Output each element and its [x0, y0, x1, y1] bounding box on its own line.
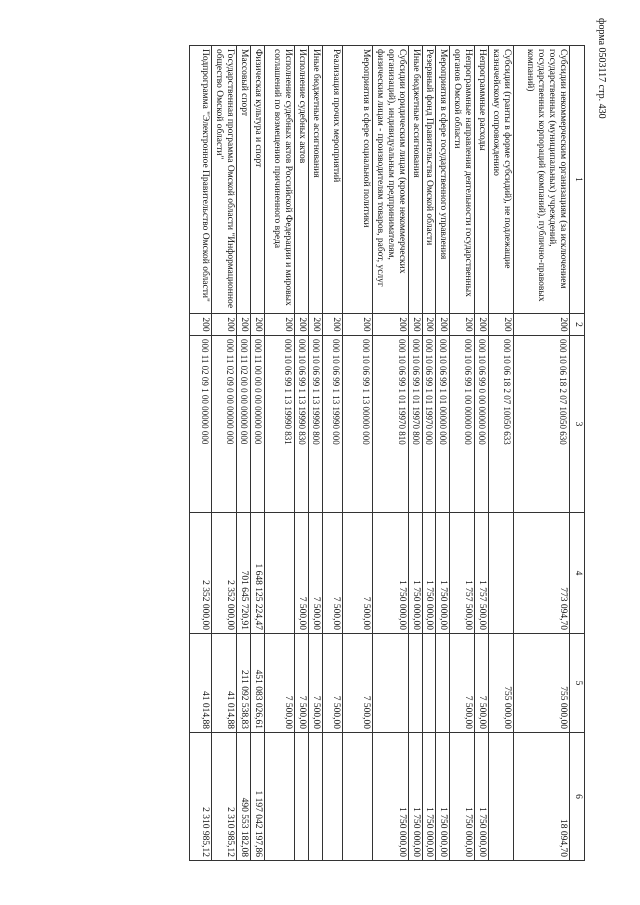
cell-executed: 7 500,00 — [322, 634, 342, 733]
cell-name: Субсидии (гранты в форме субсидий), не подлежащие казначейскому сопровождению — [489, 46, 514, 314]
form-number-label: форма 0503117 стр. 430 — [596, 18, 607, 119]
cell-name: Физическая культура и спорт — [251, 46, 265, 314]
cell-executed: 211 092 538,83 — [237, 634, 251, 733]
cell-name: Государственная программа Омской области "Информационное общество Омской области" — [212, 46, 237, 314]
cell-name: Исполнение судебных актов Российской Федерации и мировых соглашений по возмещению причиненного вреда — [265, 46, 295, 314]
table-row — [322, 46, 342, 861]
cell-approved: 773 094,70 — [514, 513, 570, 634]
cell-budget-code: 000 10 06 18 2 07 10050 630 — [514, 336, 570, 513]
table-row — [308, 46, 322, 861]
cell-line-code: 200 — [436, 314, 450, 336]
table-row — [212, 46, 237, 861]
cell-budget-code: 000 10 06 99 1 01 19970 810 — [372, 336, 408, 513]
cell-executed: 755 000,00 — [514, 634, 570, 733]
table-row — [251, 46, 265, 861]
cell-name: Иные бюджетные ассигнования — [408, 46, 422, 314]
cell-name: Массовый спорт — [237, 46, 251, 314]
header-col-6: 6 — [570, 733, 585, 861]
cell-executed: 41 014,88 — [190, 634, 212, 733]
cell-name: Иные бюджетные ассигнования — [308, 46, 322, 314]
cell-executed: 451 083 026,61 — [251, 634, 265, 733]
cell-name: Субсидии юридическим лицам (кроме некоммерческих организаций), индивидуальным предпринимателям, физическим лицам - производителям товаров, работ, услуг — [372, 46, 408, 314]
table-row — [436, 46, 450, 861]
cell-unexecuted — [308, 733, 322, 861]
table-row — [514, 46, 570, 861]
cell-executed — [422, 634, 436, 733]
cell-unexecuted: 1 750 000,00 — [436, 733, 450, 861]
cell-budget-code: 000 11 02 09 0 00 00000 000 — [212, 336, 237, 513]
table-row — [295, 46, 309, 861]
cell-executed: 755 000,00 — [489, 634, 514, 733]
cell-executed: 7 500,00 — [342, 634, 372, 733]
cell-executed: 7 500,00 — [450, 634, 475, 733]
cell-approved: 7 500,00 — [342, 513, 372, 634]
table-row — [408, 46, 422, 861]
header-col-2: 2 — [570, 314, 585, 336]
header-col-5: 5 — [570, 634, 585, 733]
cell-unexecuted: 1 750 000,00 — [475, 733, 489, 861]
cell-name: Непрограммные расходы — [475, 46, 489, 314]
cell-line-code: 200 — [450, 314, 475, 336]
table-row — [265, 46, 295, 861]
header-col-1: 1 — [570, 46, 585, 314]
cell-budget-code: 000 11 02 09 1 00 00000 000 — [190, 336, 212, 513]
cell-approved: 2 352 000,00 — [212, 513, 237, 634]
cell-budget-code: 000 10 06 99 1 01 00000 000 — [436, 336, 450, 513]
rotated-table-container — [50, 45, 585, 860]
cell-executed: 7 500,00 — [265, 634, 295, 733]
table-row — [372, 46, 408, 861]
cell-line-code: 200 — [342, 314, 372, 336]
cell-name: Мероприятия в сфере социальной политики — [342, 46, 372, 314]
cell-budget-code: 000 10 06 99 1 13 19990 000 — [322, 336, 342, 513]
cell-budget-code: 000 10 06 99 1 01 19970 800 — [408, 336, 422, 513]
cell-unexecuted — [489, 733, 514, 861]
cell-unexecuted: 18 094,70 — [514, 733, 570, 861]
cell-approved — [265, 513, 295, 634]
cell-line-code: 200 — [295, 314, 309, 336]
cell-unexecuted: 1 750 000,00 — [450, 733, 475, 861]
cell-budget-code: 000 10 06 99 1 13 19990 831 — [265, 336, 295, 513]
cell-approved: 7 500,00 — [295, 513, 309, 634]
cell-unexecuted: 1 197 042 197,86 — [251, 733, 265, 861]
table-row — [450, 46, 475, 861]
cell-budget-code: 000 10 06 99 1 13 19990 800 — [308, 336, 322, 513]
cell-line-code: 200 — [514, 314, 570, 336]
cell-unexecuted: 2 310 985,12 — [212, 733, 237, 861]
cell-approved: 1 648 125 224,47 — [251, 513, 265, 634]
cell-approved: 1 750 000,00 — [372, 513, 408, 634]
cell-unexecuted: 1 750 000,00 — [408, 733, 422, 861]
cell-executed: 41 014,88 — [212, 634, 237, 733]
cell-approved: 1 750 000,00 — [436, 513, 450, 634]
cell-approved — [489, 513, 514, 634]
cell-approved: 2 352 000,00 — [190, 513, 212, 634]
cell-unexecuted — [342, 733, 372, 861]
table-row — [342, 46, 372, 861]
cell-executed: 7 500,00 — [308, 634, 322, 733]
cell-budget-code: 000 10 06 99 1 01 19970 000 — [422, 336, 436, 513]
table-row — [489, 46, 514, 861]
cell-line-code: 200 — [322, 314, 342, 336]
cell-line-code: 200 — [372, 314, 408, 336]
cell-line-code: 200 — [308, 314, 322, 336]
cell-approved: 7 500,00 — [322, 513, 342, 634]
cell-executed: 7 500,00 — [295, 634, 309, 733]
cell-line-code: 200 — [408, 314, 422, 336]
cell-budget-code: 000 11 00 00 0 00 00000 000 — [251, 336, 265, 513]
cell-budget-code: 000 10 06 99 0 00 00000 000 — [475, 336, 489, 513]
cell-name: Мероприятия в сфере государственного управления — [436, 46, 450, 314]
table-row — [422, 46, 436, 861]
table-row — [237, 46, 251, 861]
budget-table — [189, 45, 585, 861]
cell-approved: 1 750 000,00 — [422, 513, 436, 634]
cell-budget-code: 000 10 06 18 2 07 10050 633 — [489, 336, 514, 513]
cell-line-code: 200 — [251, 314, 265, 336]
cell-line-code: 200 — [422, 314, 436, 336]
cell-approved: 701 645 720,91 — [237, 513, 251, 634]
table-row — [475, 46, 489, 861]
cell-unexecuted — [295, 733, 309, 861]
cell-line-code: 200 — [475, 314, 489, 336]
cell-executed — [408, 634, 422, 733]
table-row — [190, 46, 212, 861]
cell-approved: 1 757 500,00 — [475, 513, 489, 634]
cell-line-code: 200 — [212, 314, 237, 336]
cell-unexecuted: 2 310 985,12 — [190, 733, 212, 861]
cell-budget-code: 000 10 06 99 1 13 00000 000 — [342, 336, 372, 513]
cell-name: Подпрограмма "Электронное Правительство Омской области" — [190, 46, 212, 314]
cell-unexecuted: 1 750 000,00 — [422, 733, 436, 861]
cell-unexecuted: 490 553 182,08 — [237, 733, 251, 861]
cell-name: Непрограммные направления деятельности государственных органов Омской области — [450, 46, 475, 314]
cell-line-code: 200 — [489, 314, 514, 336]
cell-name: Субсидии некоммерческим организациям (за исключением государственных (муниципальных) учреждений, государственных корпораций (компаний), публично-правовых компаний) — [514, 46, 570, 314]
cell-approved: 1 757 500,00 — [450, 513, 475, 634]
cell-executed: 7 500,00 — [475, 634, 489, 733]
header-col-3: 3 — [570, 336, 585, 513]
cell-approved: 1 750 000,00 — [408, 513, 422, 634]
header-row — [570, 46, 585, 861]
cell-budget-code: 000 10 06 99 1 13 19990 830 — [295, 336, 309, 513]
cell-name: Резервный фонд Правительства Омской области — [422, 46, 436, 314]
cell-approved: 7 500,00 — [308, 513, 322, 634]
cell-budget-code: 000 11 02 00 0 00 00000 000 — [237, 336, 251, 513]
header-col-4: 4 — [570, 513, 585, 634]
cell-executed — [372, 634, 408, 733]
cell-budget-code: 000 10 06 99 1 00 00000 000 — [450, 336, 475, 513]
cell-unexecuted: 1 750 000,00 — [372, 733, 408, 861]
cell-name: Исполнение судебных актов — [295, 46, 309, 314]
cell-line-code: 200 — [265, 314, 295, 336]
cell-unexecuted — [322, 733, 342, 861]
cell-unexecuted — [265, 733, 295, 861]
cell-line-code: 200 — [190, 314, 212, 336]
cell-name: Реализация прочих мероприятий — [322, 46, 342, 314]
cell-executed — [436, 634, 450, 733]
cell-line-code: 200 — [237, 314, 251, 336]
